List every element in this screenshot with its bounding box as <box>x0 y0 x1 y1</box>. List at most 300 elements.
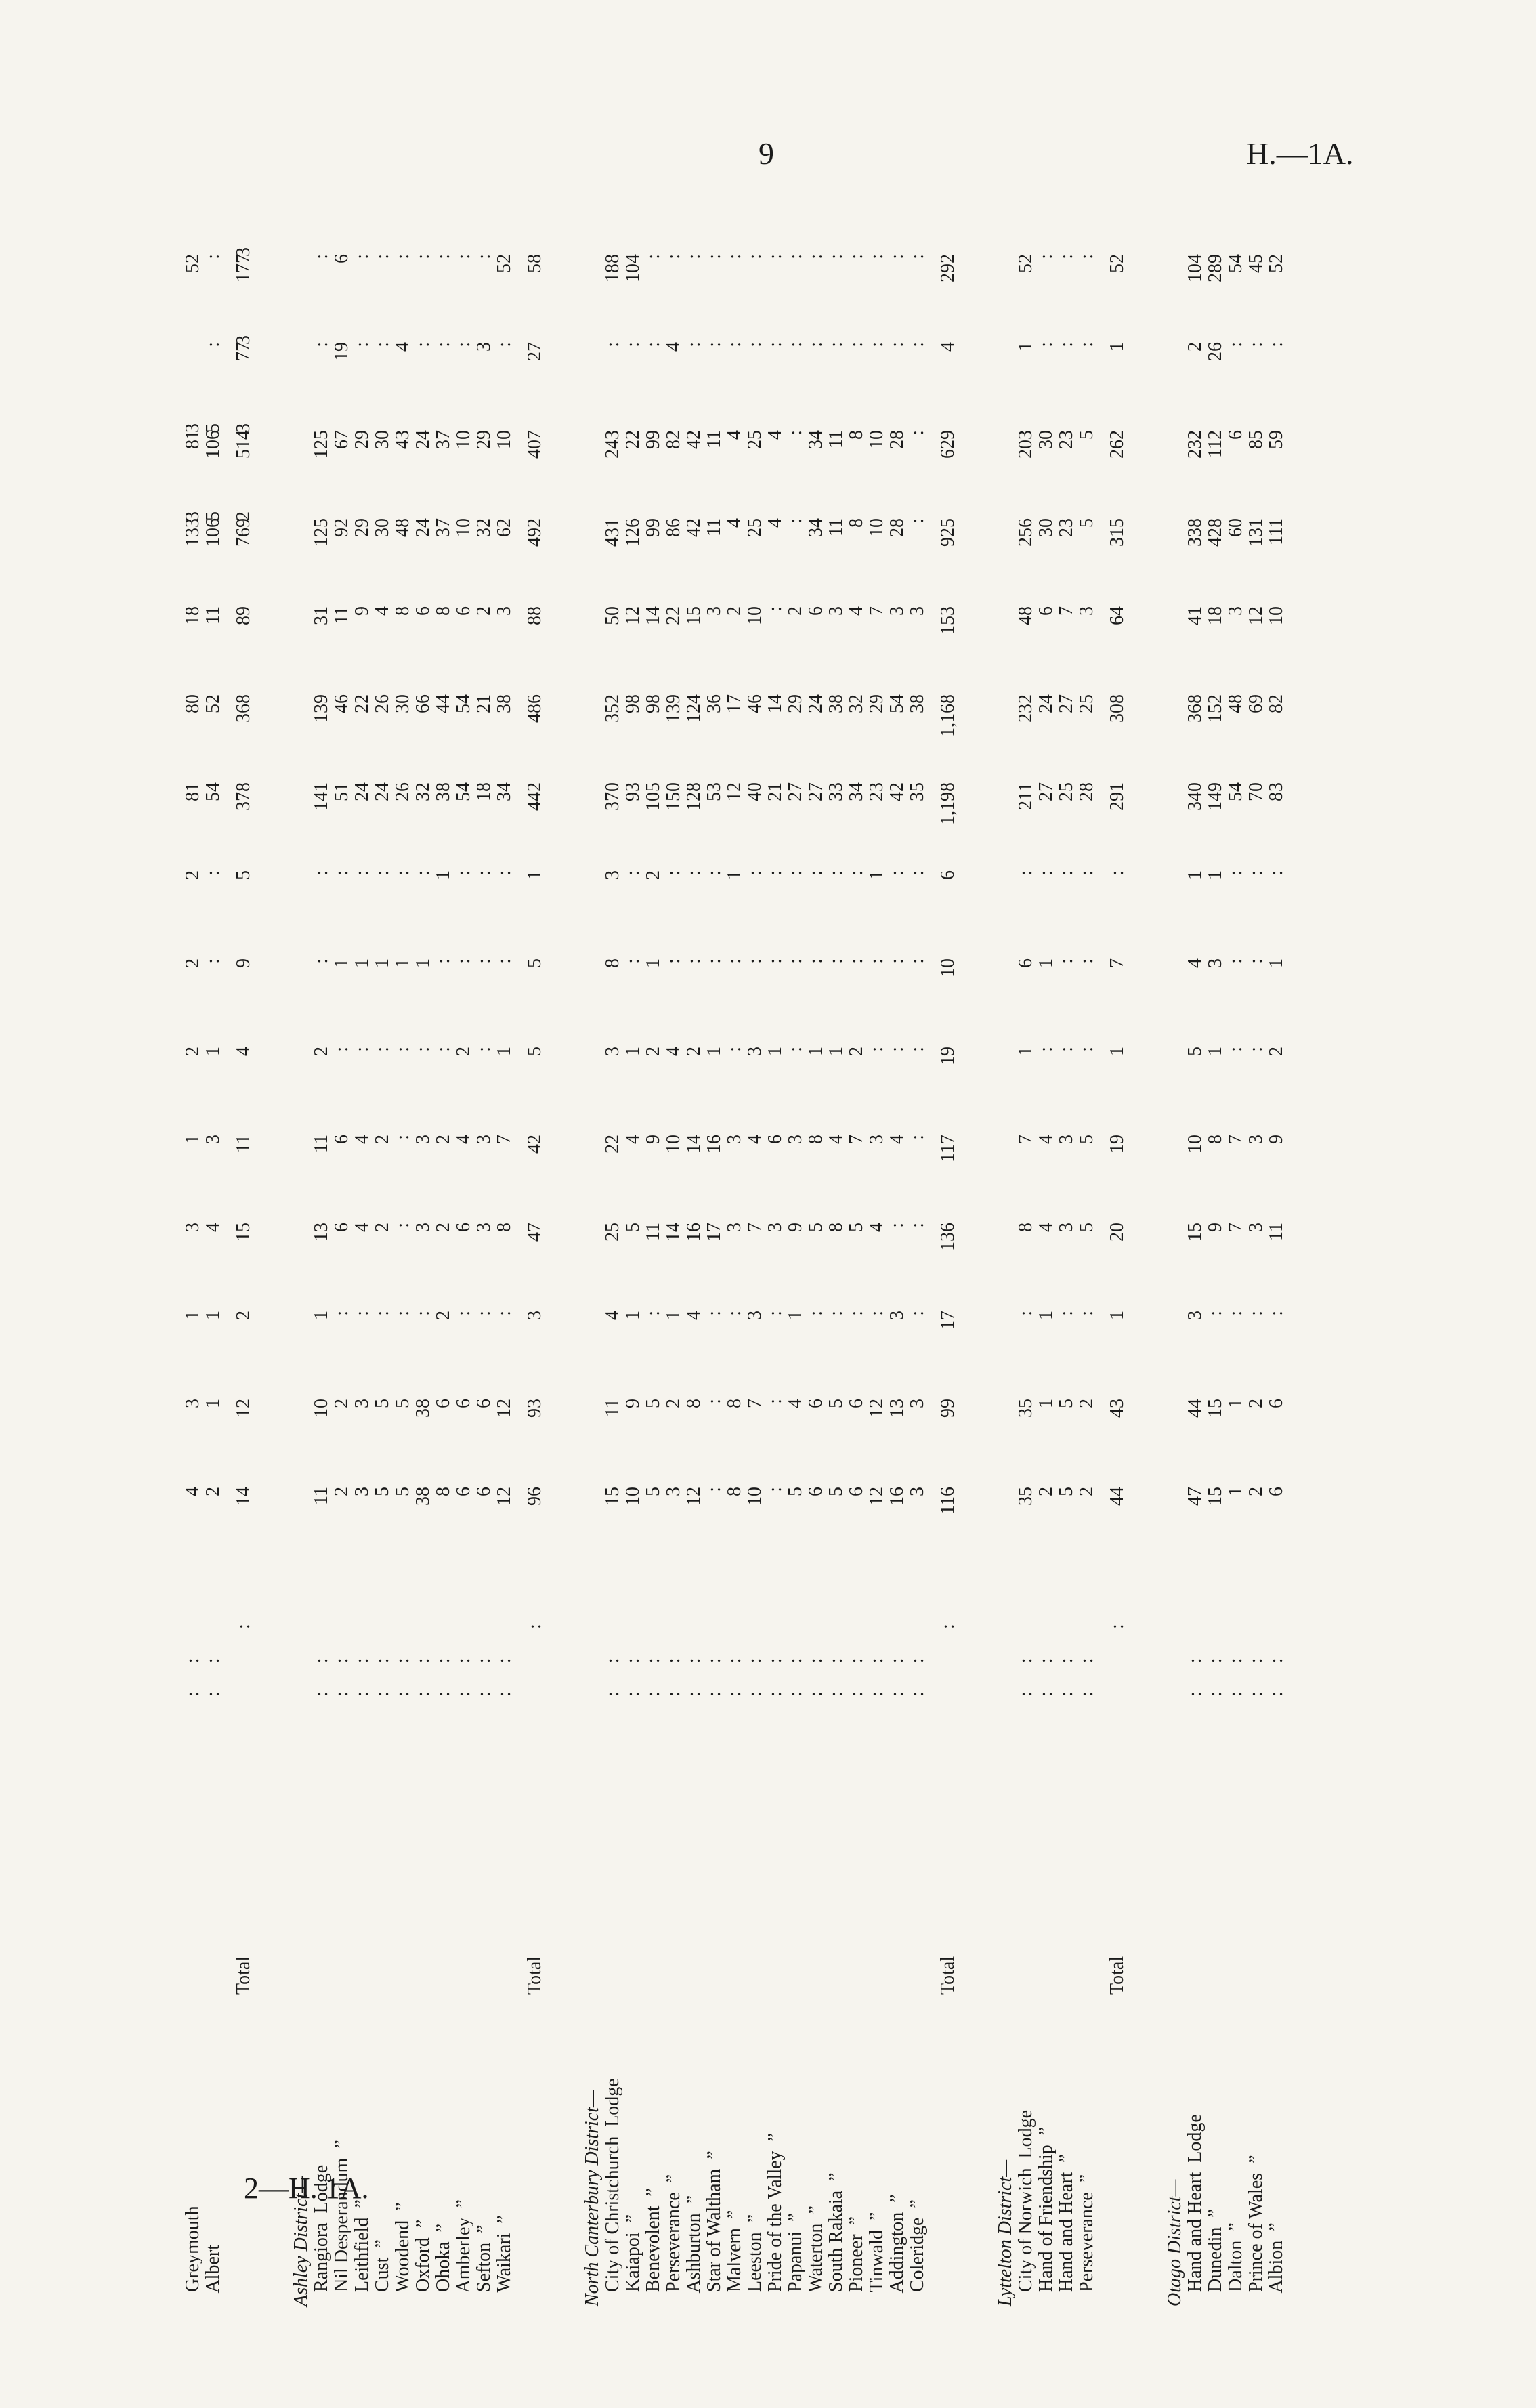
lodge-name: Benevolent ” <box>643 2188 664 2306</box>
lodge-row-cell: : <box>473 870 494 876</box>
lodge-row-cell: 17 <box>704 1223 725 1242</box>
lodge-row-cell: 9 <box>1205 1223 1226 1232</box>
row-leader: : : <box>785 1657 806 1697</box>
lodge-row-cell: 2 <box>643 870 664 880</box>
lodge-name: Malvern ” <box>724 2210 745 2306</box>
lodge-row-cell: 3 <box>351 1399 372 1408</box>
lodge-row-cell: 6 <box>453 1487 474 1496</box>
total-row-cell-extra: 3 <box>233 247 254 257</box>
lodge-row-cell: 10 <box>311 1399 332 1418</box>
lodge-row-cell: : <box>805 870 826 876</box>
lodge-row-cell: 46 <box>744 694 765 713</box>
lodge-row-cell: 5 <box>826 1487 847 1496</box>
lodge-row-cell: 1 <box>1036 958 1057 968</box>
total-row-cell: 27 <box>524 342 545 361</box>
lodge-row-cell: 9 <box>351 606 372 616</box>
total-row-cell: 58 <box>524 254 545 273</box>
lodge-row-cell: 19 <box>331 342 352 361</box>
lodge-row-cell: 4 <box>866 1223 887 1232</box>
lodge-row-cell: 1 <box>1266 958 1287 968</box>
lodge-row-cell: 29 <box>473 430 494 449</box>
lodge-row-cell: 1 <box>1185 870 1206 880</box>
lodge-row-cell: 1 <box>392 958 413 968</box>
total-row-cell: 93 <box>524 1399 545 1418</box>
lodge-row-cell: 10 <box>453 518 474 537</box>
lodge-row-cell: 27 <box>1056 694 1077 713</box>
lodge-row-cell: 54 <box>202 782 223 801</box>
row-leader: : : <box>1266 1657 1287 1697</box>
lodge-row-cell: 12 <box>683 1487 704 1506</box>
row-leader: : : <box>907 1657 928 1697</box>
lodge-row-cell: : <box>785 870 806 876</box>
lodge-row-cell: : <box>907 254 928 259</box>
lodge-row-cell: 35 <box>1015 1487 1036 1506</box>
lodge-row-cell: 2 <box>473 606 494 616</box>
lodge-row-cell: 38 <box>412 1487 433 1506</box>
lodge-row-cell: 11 <box>331 606 352 625</box>
lodge-row-cell: 1 <box>704 1047 725 1056</box>
lodge-name: Rangiora Lodge <box>311 2164 332 2306</box>
lodge-row-cell: 85 <box>1245 430 1266 449</box>
district-heading: Lyttelton District— <box>995 2159 1016 2306</box>
lodge-row-cell: : <box>1245 870 1266 876</box>
lodge-row-cell: : <box>372 254 393 259</box>
lodge-row-cell: 7 <box>866 606 887 616</box>
lodge-row-cell: 59 <box>1266 430 1287 449</box>
lodge-row-cell: : <box>392 870 413 876</box>
lodge-row-cell: : <box>826 254 847 259</box>
lodge-row-cell: 52 <box>494 254 515 273</box>
lodge-row-cell: : <box>392 254 413 259</box>
lodge-row-cell: 18 <box>182 606 203 625</box>
lodge-row-cell: 352 <box>602 694 623 723</box>
lodge-row-cell: : <box>683 870 704 876</box>
lodge-row-cell: : <box>494 1311 515 1316</box>
total-row-cell: 5 <box>524 1047 545 1056</box>
lodge-row-cell: : <box>311 342 332 347</box>
lodge-row-cell: 70 <box>1245 782 1266 801</box>
lodge-row-cell: 27 <box>1036 782 1057 801</box>
lodge-row-cell: 16 <box>683 1223 704 1242</box>
lodge-row-cell: 26 <box>1205 342 1226 361</box>
lodge-row-cell: 3 <box>182 1399 203 1408</box>
lodge-row-cell: : <box>392 1223 413 1228</box>
lodge-row-cell: : <box>433 342 454 347</box>
lodge-row-cell: : <box>412 254 433 259</box>
lodge-name: Albert <box>202 2245 223 2306</box>
lodge-row-cell: 4 <box>826 1135 847 1144</box>
lodge-row-cell: 27 <box>805 782 826 801</box>
lodge-row-cell: 5 <box>643 1487 664 1496</box>
lodge-row-cell: 4 <box>663 1047 684 1056</box>
lodge-row-cell: : <box>704 1487 725 1492</box>
lodge-row-cell: 1 <box>622 1047 643 1056</box>
lodge-row-cell: 8 <box>846 430 867 440</box>
total-row-cell: 43 <box>1107 1399 1128 1418</box>
lodge-row-cell: 18 <box>473 782 494 801</box>
lodge-row-cell: 3 <box>907 1399 928 1408</box>
lodge-row-cell: 21 <box>473 694 494 713</box>
lodge-row-cell: 81 <box>182 430 203 449</box>
lodge-name: Leithfield ” <box>351 2199 372 2306</box>
total-row-cell: 315 <box>1107 518 1128 547</box>
lodge-row-cell: 3 <box>765 1223 786 1232</box>
lodge-row-cell: : <box>1036 342 1057 347</box>
lodge-row-cell: : <box>1015 870 1036 876</box>
lodge-row-cell: 10 <box>866 430 887 449</box>
lodge-row-cell: 1 <box>826 1047 847 1056</box>
lodge-row-cell: : <box>453 958 474 964</box>
lodge-row-cell: 6 <box>1225 430 1246 440</box>
lodge-row-cell: 15 <box>602 1487 623 1506</box>
total-row-cell: 19 <box>937 1047 958 1065</box>
lodge-row-cell: 3 <box>907 1487 928 1496</box>
lodge-row-cell: : <box>765 1487 786 1492</box>
lodge-name: Addington ” <box>887 2194 908 2306</box>
lodge-row-cell: 46 <box>331 694 352 713</box>
lodge-row-cell: : <box>1036 870 1057 876</box>
lodge-row-cell: 37 <box>433 430 454 449</box>
lodge-row-cell: 42 <box>683 518 704 537</box>
lodge-row-cell: 5 <box>1056 1487 1077 1496</box>
lodge-name: Coleridge ” <box>907 2199 928 2306</box>
lodge-row-cell: 99 <box>643 518 664 537</box>
lodge-row-cell: : <box>1266 1311 1287 1316</box>
lodge-row-cell: : <box>907 342 928 347</box>
lodge-row-cell: 4 <box>372 606 393 616</box>
lodge-row-cell: 67 <box>331 430 352 449</box>
lodge-name: South Rakaia ” <box>826 2172 847 2306</box>
row-leader: : : <box>846 1657 867 1697</box>
total-row-cell: 514 <box>233 430 254 459</box>
lodge-row-cell: 6 <box>331 1135 352 1144</box>
lodge-row-cell: 2 <box>1245 1399 1266 1408</box>
lodge-row-cell: 43 <box>392 430 413 449</box>
lodge-row-cell: 8 <box>683 1399 704 1408</box>
row-leader: : : <box>1056 1657 1077 1697</box>
lodge-row-cell: 3 <box>1205 958 1226 968</box>
lodge-row-cell: 8 <box>826 1223 847 1232</box>
total-row-cell: 769 <box>233 518 254 547</box>
district-heading: Otago District— <box>1164 2179 1185 2306</box>
lodge-row-cell: 3 <box>1056 1223 1077 1232</box>
lodge-row-cell: 2 <box>331 1487 352 1496</box>
lodge-row-cell: : <box>433 958 454 964</box>
lodge-row-cell: 40 <box>744 782 765 801</box>
lodge-row-cell: 60 <box>1225 518 1246 537</box>
lodge-row-cell: 24 <box>412 518 433 537</box>
lodge-row-cell: 93 <box>622 782 643 801</box>
lodge-row-cell: 17 <box>724 694 745 713</box>
lodge-row-cell: 1 <box>202 1311 223 1320</box>
lodge-row-cell: 2 <box>683 1047 704 1056</box>
lodge-row-cell: : <box>805 254 826 259</box>
lodge-row-cell: 106 <box>202 430 223 459</box>
lodge-row-cell: : <box>1245 1047 1266 1052</box>
lodge-row-cell: 10 <box>494 430 515 449</box>
lodge-row-cell: : <box>202 870 223 876</box>
lodge-row-cell: 8 <box>724 1399 745 1408</box>
lodge-row-cell: : <box>805 342 826 347</box>
lodge-row-cell: 1 <box>1036 1311 1057 1320</box>
lodge-row-cell: 8 <box>494 1223 515 1232</box>
lodge-row-cell: 83 <box>1266 782 1287 801</box>
lodge-row-cell: 6 <box>412 606 433 616</box>
lodge-row-cell: 80 <box>182 694 203 713</box>
lodge-row-cell: 37 <box>433 518 454 537</box>
lodge-row-cell: 150 <box>663 782 684 811</box>
lodge-row-cell: 34 <box>805 518 826 537</box>
lodge-row-cell: : <box>1245 1311 1266 1316</box>
lodge-row-cell: 428 <box>1205 518 1226 547</box>
lodge-row-cell: : <box>433 254 454 259</box>
lodge-row-cell: 29 <box>785 694 806 713</box>
total-label: Total <box>524 1956 545 1995</box>
lodge-row-cell: 10 <box>1266 606 1287 625</box>
lodge-row-cell: 5 <box>392 1399 413 1408</box>
lodge-row-cell: 149 <box>1205 782 1226 811</box>
lodge-row-cell: 7 <box>846 1135 867 1144</box>
lodge-row-cell: 203 <box>1015 430 1036 459</box>
lodge-row-cell: : <box>372 1047 393 1052</box>
lodge-row-cell: 6 <box>473 1399 494 1408</box>
lodge-row-cell: 3 <box>663 1487 684 1496</box>
row-leader: : <box>233 1624 254 1629</box>
lodge-row-cell: : <box>1076 342 1097 347</box>
lodge-row-cell: : <box>1056 958 1077 964</box>
lodge-row-cell: 9 <box>622 1399 643 1408</box>
lodge-row-cell: 4 <box>663 342 684 352</box>
row-leader: : : <box>182 1657 203 1697</box>
lodge-row-cell: 111 <box>1266 518 1287 545</box>
lodge-row-cell: : <box>1056 1047 1077 1052</box>
lodge-row-cell: 1 <box>1205 870 1226 880</box>
row-leader: : : <box>887 1657 908 1697</box>
lodge-row-cell: : <box>846 958 867 964</box>
lodge-row-cell: : <box>1056 1311 1077 1316</box>
lodge-row-cell: 24 <box>372 782 393 801</box>
lodge-row-cell: 48 <box>1225 694 1246 713</box>
lodge-row-cell: 7 <box>1056 606 1077 616</box>
lodge-row-cell: 18 <box>1205 606 1226 625</box>
lodge-row-cell: : <box>1076 254 1097 259</box>
page-number: 9 <box>759 136 774 171</box>
lodge-row-cell: : <box>494 870 515 876</box>
lodge-row-cell: 232 <box>1185 430 1206 459</box>
lodge-row-cell: 52 <box>1266 254 1287 273</box>
total-row-cell: 177 <box>233 254 254 282</box>
total-row-cell: 291 <box>1107 782 1128 811</box>
lodge-row-cell: 141 <box>311 782 332 811</box>
lodge-row-cell: 25 <box>744 430 765 449</box>
lodge-row-cell: 4 <box>846 606 867 616</box>
lodge-row-cell: 3 <box>412 1135 433 1144</box>
lodge-row-cell: 2 <box>663 1399 684 1408</box>
lodge-row-cell: 4 <box>202 1223 223 1232</box>
lodge-row-cell: : <box>351 342 372 347</box>
lodge-row-cell: 1 <box>182 1135 203 1144</box>
lodge-row-cell: : <box>473 958 494 964</box>
lodge-row-cell: 3 <box>1245 1135 1266 1144</box>
lodge-row-cell: 3 <box>887 1311 908 1320</box>
lodge-row-cell: 24 <box>412 430 433 449</box>
total-row-cell: 52 <box>1107 254 1128 273</box>
row-leader: : : <box>866 1657 887 1697</box>
lodge-row-cell: 6 <box>453 606 474 616</box>
lodge-name: Waikari ” <box>494 2215 515 2306</box>
lodge-row-cell: : <box>704 1311 725 1316</box>
lodge-row-cell: : <box>1266 342 1287 347</box>
lodge-row-cell: 44 <box>433 694 454 713</box>
lodge-row-cell: 9 <box>1266 1135 1287 1144</box>
lodge-name: Pride of the Valley ” <box>765 2132 786 2306</box>
lodge-row-cell: 2 <box>1036 1487 1057 1496</box>
lodge-row-cell: 27 <box>785 782 806 801</box>
lodge-row-cell: 34 <box>494 782 515 801</box>
lodge-row-cell: : <box>826 1311 847 1316</box>
lodge-row-cell: 25 <box>1076 694 1097 713</box>
row-leader: : : <box>311 1657 332 1697</box>
lodge-row-cell: 53 <box>704 782 725 801</box>
lodge-row-cell: 7 <box>494 1135 515 1144</box>
lodge-row-cell: : <box>826 870 847 876</box>
lodge-row-cell: 5 <box>392 1487 413 1496</box>
lodge-row-cell: 2 <box>433 1135 454 1144</box>
lodge-row-cell: : <box>1245 958 1266 964</box>
lodge-row-cell: 10 <box>744 606 765 625</box>
lodge-row-cell: : <box>765 1399 786 1404</box>
lodge-row-cell-extra: 3 <box>182 423 203 433</box>
lodge-row-cell: 6 <box>433 1399 454 1408</box>
lodge-row-cell: : <box>826 342 847 347</box>
row-leader: : : <box>1185 1657 1206 1697</box>
lodge-row-cell: 8 <box>433 606 454 616</box>
lodge-row-cell: : <box>311 958 332 964</box>
lodge-row-cell: 5 <box>643 1399 664 1408</box>
total-row-cell-extra: 3 <box>233 335 254 345</box>
lodge-row-cell: 12 <box>1245 606 1266 625</box>
lodge-row-cell: 4 <box>887 1135 908 1144</box>
lodge-row-cell: 3 <box>351 1487 372 1496</box>
lodge-row-cell: 8 <box>1015 1223 1036 1232</box>
lodge-row-cell: : <box>866 1311 887 1316</box>
lodge-row-cell: 6 <box>1015 958 1036 968</box>
row-leader: : : <box>826 1657 847 1697</box>
lodge-row-cell: : <box>785 958 806 964</box>
lodge-row-cell: 6 <box>846 1487 867 1496</box>
total-row-cell: 96 <box>524 1487 545 1506</box>
lodge-row-cell: 7 <box>1225 1223 1246 1232</box>
lodge-row-cell: : <box>1036 254 1057 259</box>
lodge-row-cell: : <box>887 1223 908 1228</box>
lodge-row-cell: : <box>473 1047 494 1052</box>
lodge-row-cell: : <box>453 870 474 876</box>
lodge-row-cell: : <box>866 1047 887 1052</box>
lodge-row-cell: : <box>724 958 745 964</box>
lodge-row-cell: 24 <box>805 694 826 713</box>
lodge-row-cell: : <box>622 342 643 347</box>
lodge-row-cell: 8 <box>846 518 867 528</box>
lodge-row-cell: : <box>805 1311 826 1316</box>
lodge-row-cell: 1 <box>372 958 393 968</box>
lodge-name: Amberley ” <box>453 2199 474 2306</box>
lodge-row-cell: 30 <box>372 430 393 449</box>
total-row-cell: 5 <box>524 958 545 968</box>
total-row-cell: 292 <box>937 254 958 282</box>
lodge-row-cell: 8 <box>1205 1135 1226 1144</box>
lodge-row-cell: : <box>1076 870 1097 876</box>
lodge-row-cell: : <box>887 342 908 347</box>
lodge-row-cell: 2 <box>785 606 806 616</box>
lodge-row-cell: 1 <box>202 1047 223 1056</box>
lodge-row-cell: : <box>643 342 664 347</box>
lodge-row-cell: 4 <box>683 1311 704 1320</box>
lodge-row-cell: : <box>887 870 908 876</box>
lodge-row-cell: 431 <box>602 518 623 547</box>
lodge-name: Kaiapoi ” <box>622 2214 643 2306</box>
lodge-row-cell: : <box>683 254 704 259</box>
lodge-row-cell: : <box>826 958 847 964</box>
lodge-name: Hand and Heart Lodge <box>1185 2114 1206 2306</box>
lodge-row-cell: : <box>846 870 867 876</box>
lodge-row-cell: : <box>744 254 765 259</box>
lodge-row-cell: 5 <box>622 1223 643 1232</box>
row-leader: : : <box>494 1657 515 1697</box>
total-row-cell: 1 <box>1107 1047 1128 1056</box>
lodge-row-cell: 2 <box>846 1047 867 1056</box>
lodge-row-cell: 30 <box>392 694 413 713</box>
lodge-row-cell: 7 <box>744 1223 765 1232</box>
lodge-row-cell: 5 <box>1076 518 1097 528</box>
lodge-row-cell: 3 <box>1076 606 1097 616</box>
lodge-row-cell: : <box>704 870 725 876</box>
lodge-row-cell: 29 <box>351 430 372 449</box>
row-leader: : : <box>392 1657 413 1697</box>
lodge-row-cell: 4 <box>602 1311 623 1320</box>
lodge-row-cell: : <box>351 254 372 259</box>
lodge-row-cell: 5 <box>1076 1135 1097 1144</box>
lodge-name: Greymouth <box>182 2205 203 2306</box>
lodge-row-cell: 52 <box>182 254 203 273</box>
row-leader: : : <box>1205 1657 1226 1697</box>
lodge-name: Perseverance ” <box>1076 2174 1097 2306</box>
lodge-row-cell: 14 <box>683 1135 704 1154</box>
lodge-name: Woodend ” <box>392 2202 413 2306</box>
lodge-row-cell: 1 <box>1015 1047 1036 1056</box>
lodge-name: Cust ” <box>372 2239 393 2306</box>
lodge-row-cell: 11 <box>311 1135 332 1153</box>
row-leader: : : <box>683 1657 704 1697</box>
lodge-row-cell: 6 <box>1266 1399 1287 1408</box>
lodge-row-cell: 139 <box>311 694 332 723</box>
lodge-row-cell: 4 <box>351 1223 372 1232</box>
lodge-row-cell: 3 <box>494 606 515 616</box>
lodge-row-cell: 13 <box>887 1399 908 1418</box>
lodge-row-cell: 1 <box>331 958 352 968</box>
lodge-row-cell: 10 <box>744 1487 765 1506</box>
lodge-row-cell: 8 <box>805 1135 826 1144</box>
lodge-row-cell: 11 <box>826 430 847 448</box>
lodge-row-cell: : <box>1225 1311 1246 1316</box>
lodge-row-cell: 1 <box>433 870 454 880</box>
row-leader: : : <box>372 1657 393 1697</box>
lodge-row-cell: 106 <box>202 518 223 547</box>
total-row-cell: 492 <box>524 518 545 547</box>
lodge-row-cell: 243 <box>602 430 623 459</box>
lodge-row-cell: 12 <box>494 1399 515 1418</box>
lodge-row-cell: 15 <box>1185 1223 1206 1242</box>
lodge-row-cell: 3 <box>1185 1311 1206 1320</box>
